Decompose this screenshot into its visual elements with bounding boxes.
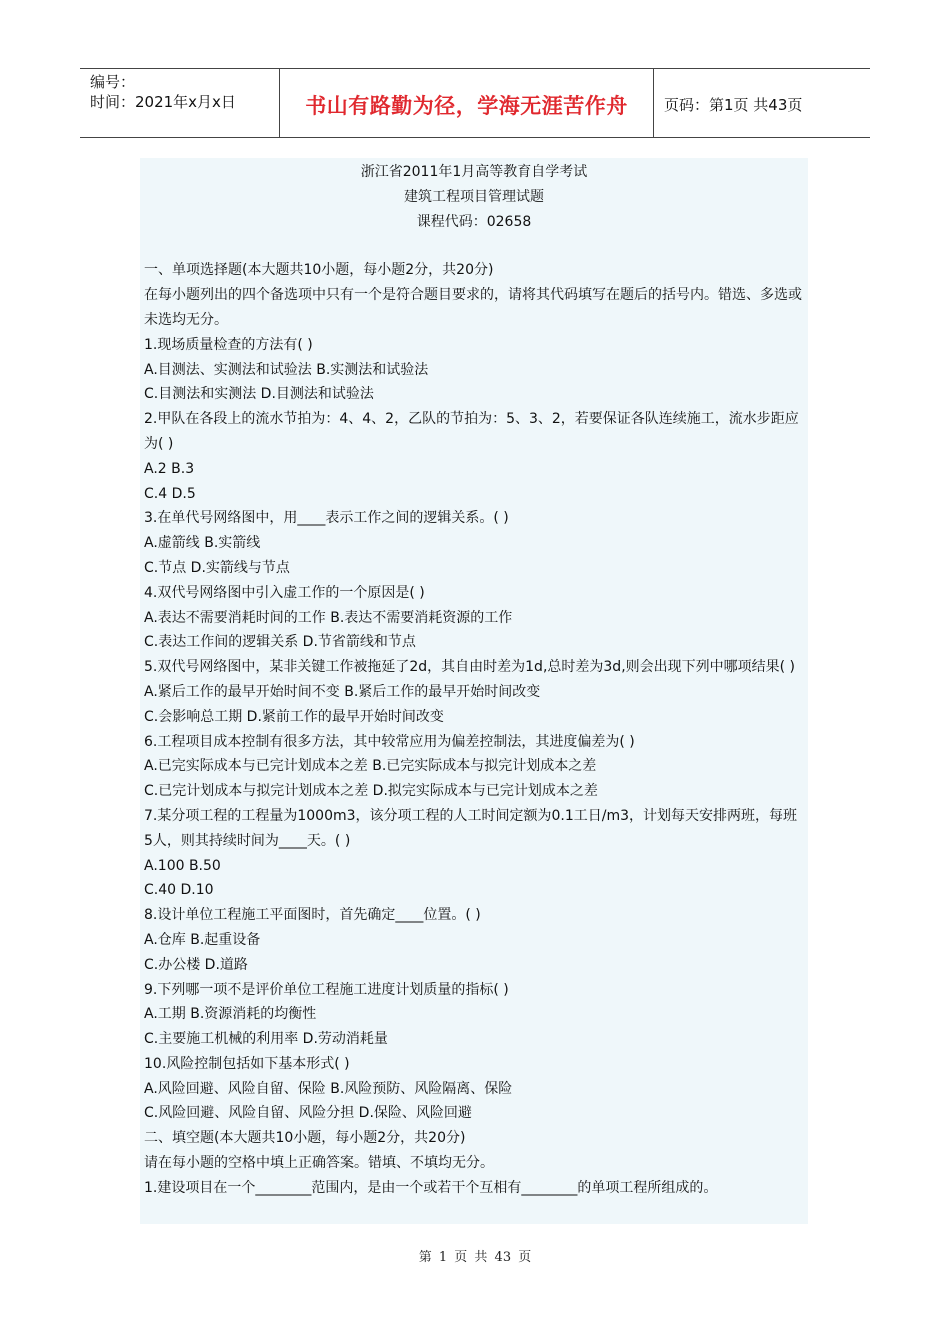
- question-text: 3.在单代号网络图中，用____表示工作之间的逻辑关系。( ): [144, 510, 509, 527]
- question-text: 1.现场质量检查的方法有( ): [144, 336, 313, 353]
- instruction-text: 在每小题列出的四个备选项中只有一个是符合题目要求的，请将其代码填写在题后的括号内。错选、多选或未选均无分。: [144, 287, 802, 328]
- question-text: 2.甲队在各段上的流水节拍为：4、4、2，乙队的节拍为：5、3、2，若要保证各队连续施工，流水步距应为( ): [144, 411, 799, 452]
- options-text: A.仓库 B.起重设备: [144, 931, 261, 948]
- header-motto: 书山有路勤为径，学海无涯苦作舟: [280, 69, 654, 137]
- question-text: 7.某分项工程的工程量为1000m3，该分项工程的人工时间定额为0.1工日/m3，计划每天安排两班，每班5人，则其持续时间为____天。( ): [144, 807, 798, 849]
- options-text: C.办公楼 D.道路: [144, 956, 248, 973]
- question-text: 4.双代号网络图中引入虚工作的一个原因是( ): [144, 584, 425, 601]
- options-text: A.工期 B.资源消耗的均衡性: [144, 1006, 317, 1023]
- options-text: C.主要施工机械的利用率 D.劳动消耗量: [144, 1031, 388, 1048]
- page-header: [80, 68, 870, 138]
- question-text: 5.双代号网络图中，某非关键工作被拖延了2d，其自由时差为1d,总时差为3d,则会出现下列中哪项结果( ): [144, 659, 796, 676]
- document-body: [140, 158, 808, 1224]
- options-text: A.表达不需要消耗时间的工作 B.表达不需要消耗资源的工作: [144, 609, 513, 626]
- spacer: [144, 234, 804, 258]
- exam-title: 浙江省2011年1月高等教育自学考试: [360, 164, 588, 180]
- question-text: 1.建设项目在一个________范围内，是由一个或若干个互相有________的单项工程所组成的。: [144, 1179, 718, 1196]
- options-text: A.虚箭线 B.实箭线: [144, 535, 261, 552]
- options-text: C.40 D.10: [144, 882, 214, 899]
- options-text: C.目测法和实测法 D.目测法和试验法: [144, 386, 374, 403]
- options-text: C.风险回避、风险自留、风险分担 D.保险、风险回避: [144, 1105, 472, 1122]
- number-label: 编号：: [90, 73, 136, 91]
- options-text: A.已完实际成本与已完计划成本之差 B.已完实际成本与拟完计划成本之差: [144, 758, 597, 775]
- options-text: C.会影响总工期 D.紧前工作的最早开始时间改变: [144, 708, 444, 725]
- exam-subject: 建筑工程项目管理试题: [404, 188, 544, 205]
- course-code: 课程代码：02658: [416, 213, 532, 230]
- page-footer: 第 1 页 共 43 页: [418, 1250, 532, 1265]
- question-text: 8.设计单位工程施工平面图时，首先确定____位置。( ): [144, 907, 481, 924]
- options-text: A.2 B.3: [144, 460, 195, 477]
- section-heading: 一、单项选择题(本大题共10小题，每小题2分，共20分): [144, 262, 494, 279]
- options-text: C.4 D.5: [144, 485, 196, 502]
- question-list: [144, 258, 804, 1200]
- options-text: A.紧后工作的最早开始时间不变 B.紧后工作的最早开始时间改变: [144, 683, 541, 700]
- options-text: C.已完计划成本与拟完计划成本之差 D.拟完实际成本与已完计划成本之差: [144, 783, 598, 800]
- time-label: 时间：2021年x月x日: [90, 93, 236, 111]
- options-text: C.节点 D.实箭线与节点: [144, 559, 290, 576]
- section-heading: 二、填空题(本大题共10小题，每小题2分，共20分): [144, 1130, 466, 1147]
- options-text: A.目测法、实测法和试验法 B.实测法和试验法: [144, 361, 429, 378]
- header-page-info: 页码：第1页 共43页: [664, 95, 803, 114]
- question-text: 9.下列哪一项不是评价单位工程施工进度计划质量的指标( ): [144, 981, 509, 998]
- options-text: A.风险回避、风险自留、保险 B.风险预防、风险隔离、保险: [144, 1080, 513, 1097]
- options-text: A.100 B.50: [144, 857, 221, 874]
- header-meta: [80, 69, 280, 137]
- question-text: 6.工程项目成本控制有很多方法，其中较常应用为偏差控制法，其进度偏差为( ): [144, 733, 635, 750]
- options-text: C.表达工作间的逻辑关系 D.节省箭线和节点: [144, 634, 416, 651]
- instruction-text: 请在每小题的空格中填上正确答案。错填、不填均无分。: [144, 1155, 494, 1172]
- question-text: 10.风险控制包括如下基本形式( ): [144, 1055, 350, 1072]
